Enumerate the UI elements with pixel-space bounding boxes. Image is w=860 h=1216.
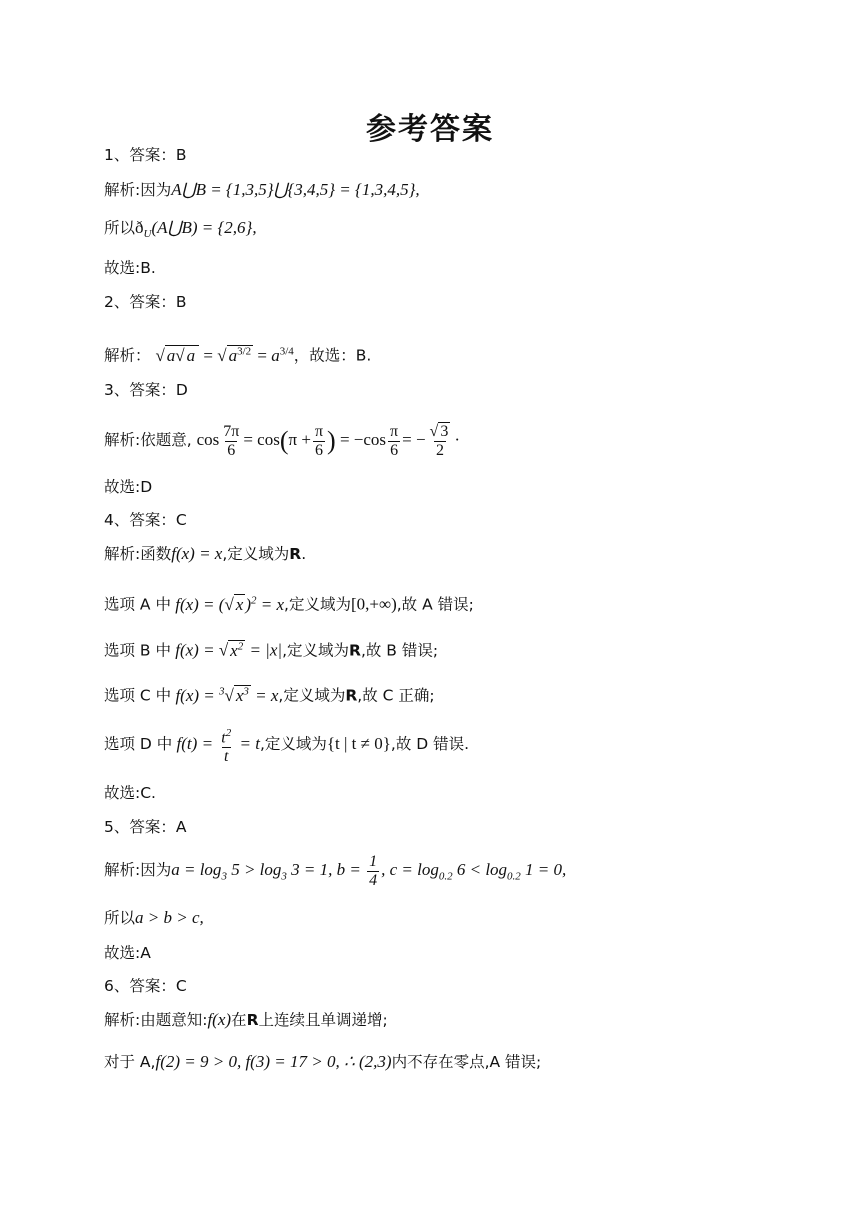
q1-complement-sub: U: [143, 228, 152, 241]
q3-analysis-prefix: 解析:依题意,: [104, 431, 192, 449]
q1-analysis-expr: A⋃B = {1,3,5}⋃{3,4,5} = {1,3,4,5},: [171, 180, 420, 199]
q6-l1-expr: f(x): [207, 1010, 232, 1029]
q4-d-formula: f(t) = $\frac{t^2}{t}$ = t: [172, 727, 260, 766]
q4-c-formula: f(x) = $^3$√ $x^3 = x$: [171, 685, 279, 705]
q1-complement-symbol: ð: [135, 218, 144, 237]
q5-conclusion: 故选:A: [104, 944, 151, 962]
q4-d-end: ,故 D 错误.: [390, 735, 470, 754]
q4-answer: 4、答案：C: [104, 511, 187, 529]
q4-a-formula: f(x) = (√ x )$^2$ = x: [170, 594, 285, 614]
q6-l2-end: 内不存在零点,A 错误;: [391, 1053, 542, 1071]
q6-l2-prefix: 对于 A,: [104, 1053, 156, 1071]
q6-l2-expr: f(2) = 9 > 0, f(3) = 17 > 0, ∴ (2,3): [155, 1052, 392, 1071]
q5-answer: 5、答案：A: [104, 818, 187, 836]
q2-conclusion: ，故选：B.: [293, 346, 372, 365]
q1-line2: [104, 218, 257, 244]
q4-d-prefix: 选项 D 中: [104, 735, 173, 754]
q5-analysis-prefix: 解析:因为: [104, 861, 172, 879]
page-title: 参考答案: [366, 112, 494, 147]
q6-line1: [104, 1010, 388, 1030]
q4-c-text: ,定义域为: [278, 686, 346, 705]
q4-l1-expr: f(x) = x: [171, 544, 223, 563]
q4-a-end: ,故 A 错误;: [396, 595, 474, 614]
q4-l1-domain: R: [289, 545, 302, 563]
q4-option-b: [104, 636, 438, 661]
q2-formula: √ a√ a = √ $a^{3/2} = a^{3/4}$: [155, 345, 294, 365]
q4-b-domain: R: [349, 641, 361, 660]
q4-b-formula: f(x) = √ $x^2 = |x|$: [171, 640, 283, 660]
q1-analysis-prefix: 解析:因为: [104, 181, 172, 199]
q4-b-text: ,定义域为: [282, 641, 350, 660]
q1-analysis: [104, 180, 420, 200]
q4-b-prefix: 选项 B 中: [104, 641, 171, 660]
q6-l1-prefix: 解析:由题意知:: [104, 1011, 208, 1029]
q4-c-end: ,故 C 正确;: [357, 686, 435, 705]
q6-l1-text: 在: [231, 1011, 247, 1029]
q2-analysis-prefix: 解析：: [104, 346, 151, 365]
q4-c-domain: R: [345, 686, 358, 705]
q4-d-text: ,定义域为: [259, 735, 327, 754]
q4-a-text: ,定义域为: [284, 595, 351, 614]
q3-analysis: [104, 420, 460, 461]
q4-b-end: ,故 B 错误;: [360, 641, 439, 660]
q4-line1: [104, 544, 306, 564]
q4-l1-end: .: [301, 545, 307, 563]
q6-answer: 6、答案：C: [104, 977, 187, 995]
q5-line2: [104, 908, 204, 928]
q4-option-a: [104, 590, 474, 615]
q5-formula: $a = \log_3 5 > \log_3 3 = 1$, b = $\frac{1}{4}$ , $c = \log_{0.2} 6 < \log_{0.2} 1 = 0$,: [171, 852, 567, 889]
q4-c-prefix: 选项 C 中: [104, 686, 172, 705]
q1-line2-prefix: 所以: [104, 219, 136, 237]
q4-option-d: [104, 724, 469, 766]
q4-option-c: [104, 681, 435, 706]
q4-a-domain: [0,+∞): [350, 594, 397, 614]
q6-line2: [104, 1052, 541, 1072]
q6-l1-end: 上连续且单调递增;: [258, 1011, 388, 1029]
q5-line2-expr: a > b > c,: [135, 908, 204, 927]
q3-conclusion: 故选:D: [104, 478, 153, 496]
q3-answer: 3、答案：D: [104, 381, 188, 399]
q4-l1-prefix: 解析:函数: [104, 545, 172, 563]
q4-l1-text: ,定义域为: [222, 545, 290, 563]
q6-l1-domain: R: [246, 1011, 259, 1029]
q4-a-prefix: 选项 A 中: [104, 595, 171, 614]
q1-conclusion: 故选:B.: [104, 259, 156, 277]
q5-line2-prefix: 所以: [104, 909, 136, 927]
q2-answer: 2、答案：B: [104, 293, 187, 311]
q1-answer: 1、答案：B: [104, 146, 187, 164]
q2-analysis: [104, 337, 371, 370]
q4-d-domain: {t | t ≠ 0}: [326, 734, 391, 754]
q4-conclusion: 故选:C.: [104, 784, 156, 802]
q5-analysis: [104, 850, 566, 896]
q1-line2-rest: (A⋃B) = {2,6},: [151, 218, 257, 237]
q3-formula: cos $\frac{7\pi}{6}$ = cos(π + $\frac{\pi}{6}$ ) = −cos $\frac{\pi}{6}$ = − $\frac{√ 3}{2}$ ·: [196, 422, 460, 459]
